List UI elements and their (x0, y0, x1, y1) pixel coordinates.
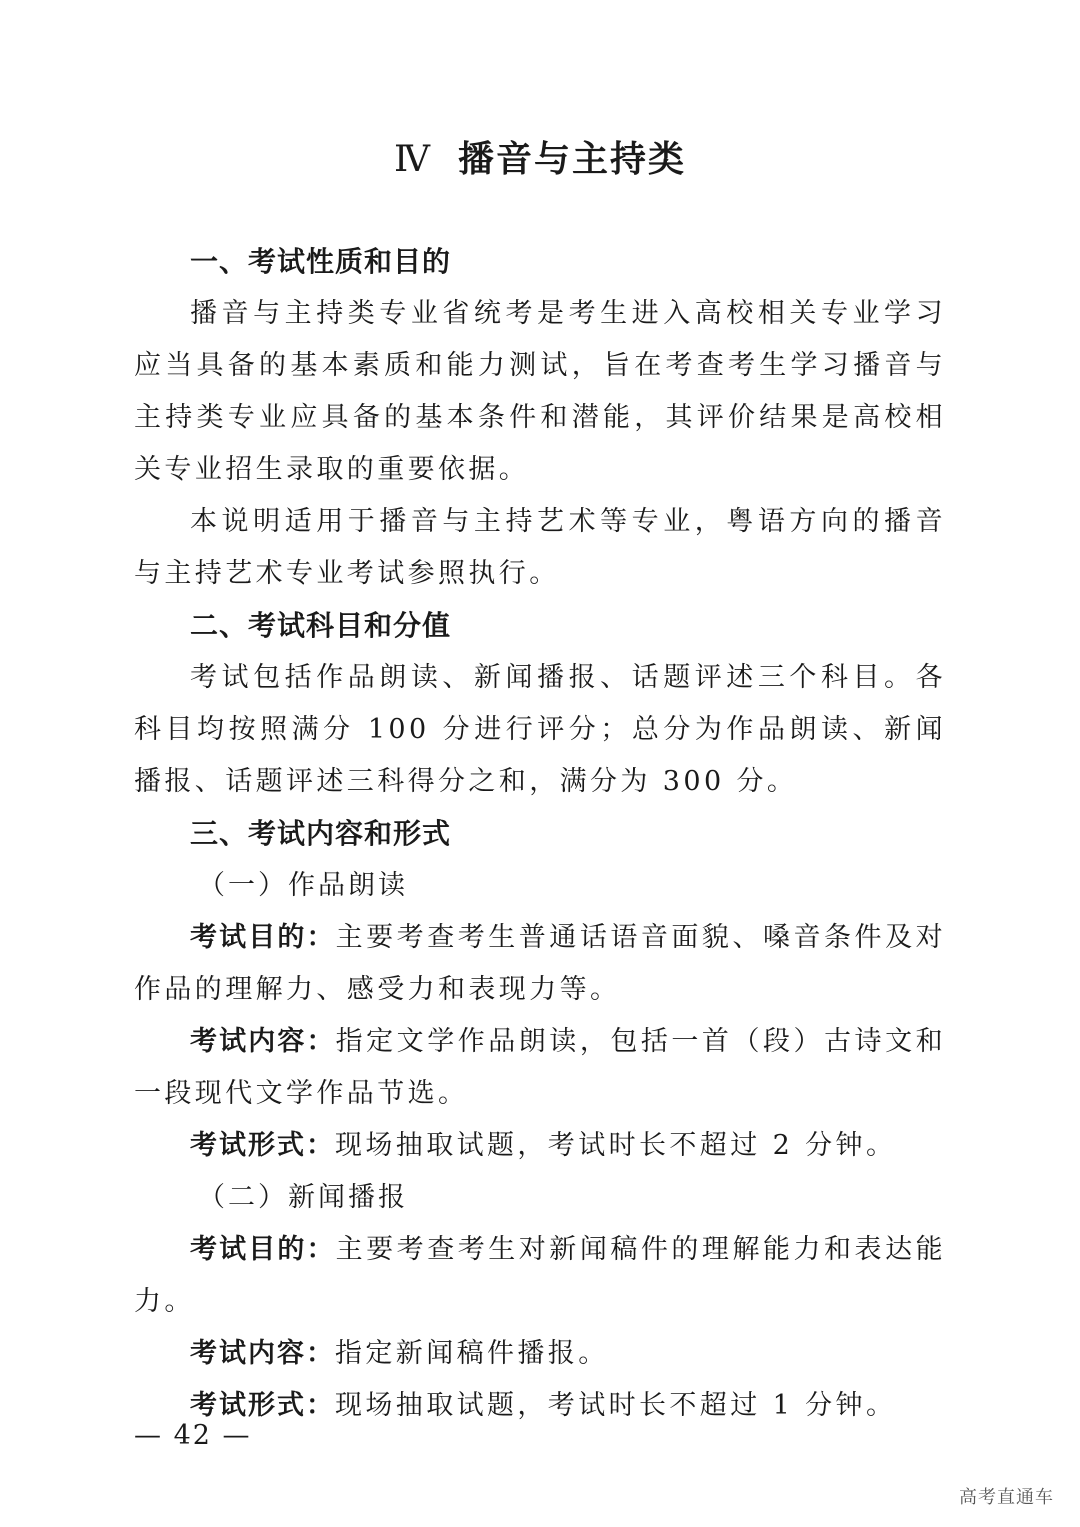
section-heading: 二、考试科目和分值 (190, 609, 452, 642)
watermark: 高考直通车 (959, 1487, 1054, 1508)
title-text: 播音与主持类 (457, 139, 686, 180)
item-label: 考试目的： (190, 1234, 336, 1265)
item-text: 指定文学作品朗读，包括一首（段）古诗文和一段现代文学作品节选。 (134, 1026, 946, 1109)
subsection-title: （二）新闻播报 (198, 1182, 408, 1213)
page-number: — 42 — (134, 1420, 252, 1451)
title-numeral: Ⅳ (394, 139, 432, 180)
item-paragraph (134, 1016, 946, 1120)
item-paragraph (134, 912, 946, 1016)
section-heading: 三、考试内容和形式 (190, 817, 452, 850)
item-paragraph (134, 1224, 946, 1328)
paragraph: 播音与主持类专业省统考是考生进入高校相关专业学习应当具备的基本素质和能力测试，旨在考查考生学习播音与主持类专业应具备的基本条件和潜能，其评价结果是高校相关专业招生录取的重要依据。 (134, 298, 946, 485)
item-text: 主要考查考生普通话语音面貌、嗓音条件及对作品的理解力、感受力和表现力等。 (134, 922, 946, 1005)
item-text: 指定新闻稿件播报。 (335, 1338, 609, 1369)
paragraph: 本说明适用于播音与主持艺术等专业，粤语方向的播音与主持艺术专业考试参照执行。 (134, 506, 946, 589)
item-label: 考试内容： (190, 1026, 336, 1057)
section-heading: 一、考试性质和目的 (190, 245, 452, 278)
item-label: 考试目的： (190, 922, 336, 953)
item-text: 主要考查考生对新闻稿件的理解能力和表达能力。 (134, 1234, 946, 1317)
item-paragraph (134, 1120, 946, 1172)
item-label: 考试内容： (190, 1338, 335, 1369)
item-paragraph (134, 1328, 946, 1380)
item-label: 考试形式： (190, 1390, 335, 1421)
item-paragraph (134, 1380, 946, 1432)
page-title (0, 130, 1080, 190)
paragraph: 考试包括作品朗读、新闻播报、话题评述三个科目。各科目均按照满分 100 分进行评分；总分为作品朗读、新闻播报、话题评述三科得分之和，满分为 300 分。 (134, 662, 946, 797)
item-text: 现场抽取试题，考试时长不超过 2 分钟。 (335, 1130, 897, 1161)
item-text: 现场抽取试题，考试时长不超过 1 分钟。 (335, 1390, 897, 1421)
subsection-title: （一）作品朗读 (198, 870, 408, 901)
item-label: 考试形式： (190, 1130, 335, 1161)
document-body (134, 236, 946, 1432)
